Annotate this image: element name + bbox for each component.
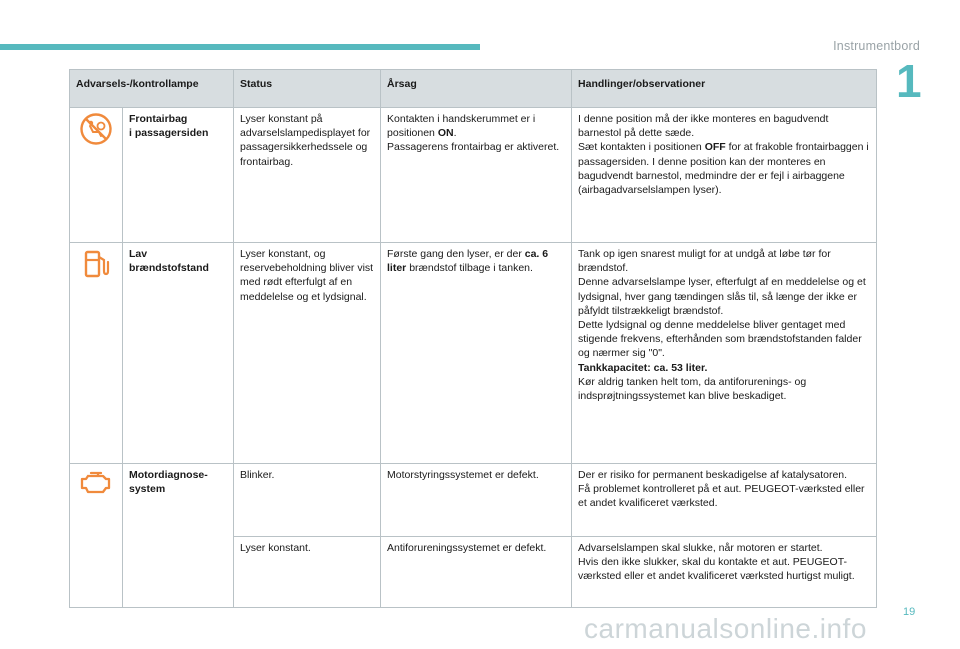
cause-cell: Motorstyringssystemet er defekt. [381, 464, 572, 537]
lamp-name-line: brændstofstand [129, 262, 209, 275]
column-header-status: Status [234, 70, 381, 108]
chapter-number: 1 [896, 55, 922, 107]
action-text: Få problemet kontrolleret på et aut. PEUGEOT-værksted eller et andet kvalificeret værksted. [578, 483, 865, 510]
cause-text: . [453, 127, 457, 140]
lamp-name-fuel [123, 243, 234, 464]
action-text: Denne advarselslampe lyser, efterfulgt af en meddelelse og et lydsignal, hver gang tændingen slås til, så længe der ikke er påfyldt tilstrækkeligt brændstof. [578, 276, 866, 317]
action-text: Advarselslampen skal slukke, når motoren er startet. [578, 542, 823, 554]
watermark: carmanualsonline.info [584, 613, 867, 644]
table-row [70, 108, 877, 243]
column-header-lamp: Advarsels-/kontrollampe [70, 70, 234, 108]
cause-cell: Antiforureningssystemet er defekt. [381, 537, 572, 608]
action-cell [572, 537, 877, 608]
cause-text: Passagerens frontairbag er aktiveret. [387, 141, 560, 154]
action-text: I denne position må der ikke monteres en bagudvendt barnestol på dette sæde. [578, 113, 829, 140]
action-text: Tank op igen snarest muligt for at undgå at løbe tør for brændstof. [578, 248, 831, 275]
status-cell: Blinker. [234, 464, 381, 537]
warning-lamp-table [69, 69, 877, 608]
lamp-name-airbag [123, 108, 234, 243]
cause-cell [381, 108, 572, 243]
action-text-part: Sæt kontakten i positionen [578, 141, 705, 154]
fuel-pump-icon [76, 247, 116, 281]
status-cell: Lyser konstant, og reservebeholdning bliver vist med rødt efterfulgt af en meddelelse og et lydsignal. [234, 243, 381, 464]
action-text: Der er risiko for permanent beskadigelse af katalysatoren. [578, 469, 848, 481]
cause-text-bold: ca. 6 liter [387, 248, 549, 275]
action-text [578, 140, 870, 197]
accent-bar [0, 44, 480, 50]
engine-check-icon [76, 468, 116, 498]
column-header-cause: Årsag [381, 70, 572, 108]
action-text: Hvis den ikke slukker, skal du kontakte et aut. PEUGEOT-værksted eller et andet kvalificeret værksted hurtigst muligt. [578, 556, 855, 583]
lamp-name-line: Frontairbag [129, 113, 188, 125]
status-cell: Lyser konstant. [234, 537, 381, 608]
cause-cell [381, 243, 572, 464]
lamp-name-line: i passagersiden [129, 127, 209, 140]
cause-text: brændstof tilbage i tanken. [406, 262, 533, 275]
action-cell [572, 243, 877, 464]
action-text-part: for at frakoble frontairbaggen i passagersiden. I denne position kan der monteres en bagudvendt barnestol, medmindre der er fejl i airbaggene (airbagadvarselslampen lyser). [578, 141, 869, 197]
lamp-icon-cell [70, 464, 123, 608]
table-row [70, 464, 877, 537]
action-cell [572, 464, 877, 537]
action-cell [572, 108, 877, 243]
action-text: Dette lydsignal og denne meddelelse bliver gentaget med stigende frekvens, efterhånden som brændstofstanden falder og nærmer sig "0". [578, 319, 862, 360]
fuel-capacity-text: Tankkapacitet: ca. 53 liter. [578, 361, 708, 374]
page-number: 19 [903, 606, 916, 618]
lamp-name-line: Lav [129, 248, 148, 260]
cause-text: Første gang den lyser, er der [387, 248, 525, 260]
status-cell: Lyser konstant på advarselslampedisplayet for passagersikkerhedssele og frontairbag. [234, 108, 381, 243]
cause-text: Kontakten i handskerummet er i positionen [387, 113, 536, 140]
column-header-actions: Handlinger/observationer [572, 70, 877, 108]
lamp-icon-cell [70, 108, 123, 243]
cause-text-bold: ON [437, 127, 454, 140]
section-title: Instrumentbord [833, 39, 920, 53]
airbag-off-icon [76, 112, 116, 146]
action-text: Kør aldrig tanken helt tom, da antiforurenings- og indsprøjtningssystemet kan blive beskadiget. [578, 375, 807, 403]
table-header-row [70, 70, 877, 108]
lamp-name-line: system [129, 483, 166, 496]
lamp-icon-cell [70, 243, 123, 464]
lamp-name-engine [123, 464, 234, 608]
action-text-bold: OFF [704, 141, 726, 154]
lamp-name-line: Motordiagnose- [129, 469, 208, 481]
table-row [70, 243, 877, 464]
